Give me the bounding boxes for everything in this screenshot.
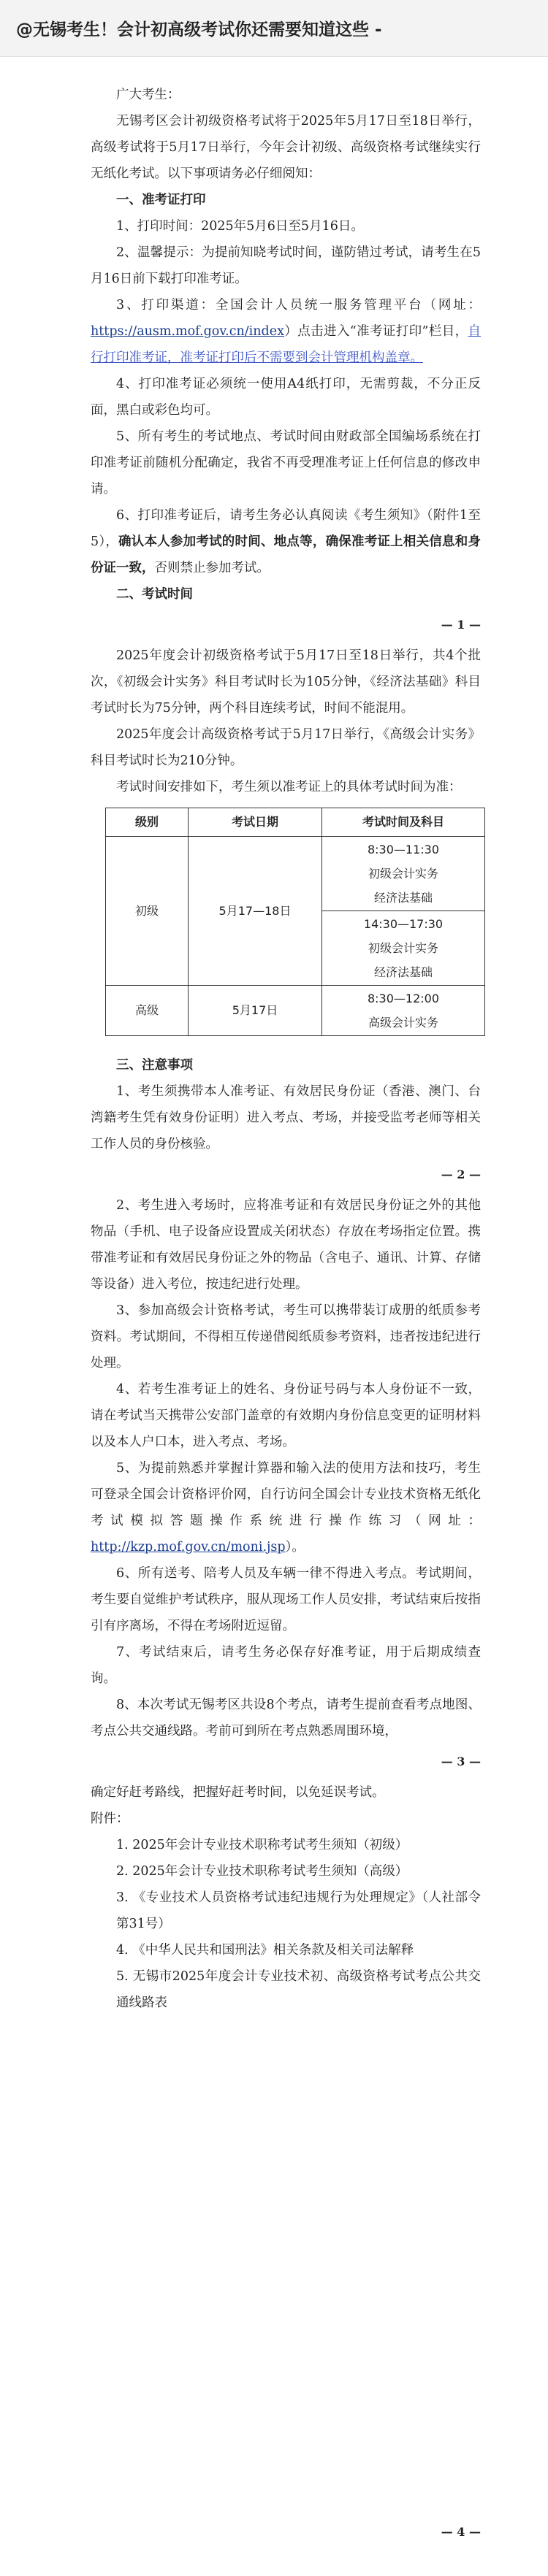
slot-time: 8:30—12:00 [367, 992, 440, 1005]
cell-slot [322, 911, 485, 986]
sec3-p5-tail: ）。 [285, 1540, 305, 1555]
sec3-p5-text: 5、为提前熟悉并掌握计算器和输入法的使用方法和技巧，考生可登录全国会计资格评价网，自行访问全国会计专业技术资格无纸化考试模拟答题操作系统进行操作练习（网址： [91, 1461, 481, 1528]
sec1-item-3-tail: ）点击进入“准考证打印”栏目， [283, 324, 468, 339]
slot-subject: 高级会计实务 [368, 1016, 438, 1030]
sec3-paragraph-8: 8、本次考试无锡考区共设8个考点，请考生提前查看考点地图、考点公共交通线路。考前可到所在考点熟悉周围环境， [91, 1698, 481, 1739]
cell-date-junior: 5月17—18日 [189, 837, 322, 986]
sec1-item-6-bold: 确认本人参加考试的时间、地点等，确保准考证上相关信息和身份证一致， [91, 534, 481, 575]
section-2-title: 二、考试时间 [116, 587, 193, 602]
sec1-item-1: 1、打印时间：2025年5月6日至5月16日。 [116, 219, 364, 234]
page-number-2: — 2 — [441, 1168, 481, 1181]
attachment-item: 2. 2025年会计专业技术职称考试考生须知（高级） [116, 1864, 408, 1879]
section-1-title: 一、准考证打印 [116, 193, 206, 207]
sec3-paragraph-1: 1、考生须携带本人准考证、有效居民身份证（香港、澳门、台湾籍考生凭有效身份证明）进入考点、考场，并接受监考老师等相关工作人员的身份核验。 [91, 1084, 481, 1151]
sec1-item-4: 4、打印准考证必须统一使用A4纸打印，无需剪裁，不分正反面，黑白或彩色均可。 [91, 377, 481, 418]
attachment-item: 3. 《专业技术人员资格考试违纪违规行为处理规定》（人社部令第31号） [116, 1890, 481, 1931]
document-body [0, 57, 548, 2576]
attachment-item: 5. 无锡市2025年度会计专业技术初、高级资格考试考点公共交通线路表 [116, 1969, 481, 2010]
sec2-paragraph-1: 2025年度会计初级资格考试于5月17日至18日举行，共4个批次，《初级会计实务》科目考试时长为105分钟，《经济法基础》科目考试时长为75分钟，两个科目连续考试，时间不能混用。 [91, 648, 481, 716]
header-level: 级别 [106, 808, 189, 837]
section-3-title: 三、注意事项 [116, 1058, 193, 1073]
header-time: 考试时间及科目 [322, 808, 485, 837]
slot-time: 8:30—11:30 [367, 843, 440, 856]
document-page [0, 57, 548, 2016]
intro-paragraph: 无锡考区会计初级资格考试将于2025年5月17日至18日举行，高级考试将于5月17日举行，今年会计初级、高级资格考试继续实行无纸化考试。以下事项请务必仔细阅知： [91, 114, 481, 181]
sec3-paragraph-5 [91, 1455, 481, 1560]
sec3-paragraph-7: 7、考试结束后，请考生务必保存好准考证，用于后期成绩查询。 [91, 1645, 481, 1686]
cell-slot [322, 986, 485, 1036]
sec1-item-3 [91, 292, 481, 371]
page-number-4: — 4 — [441, 2525, 481, 2539]
slot-subject: 经济法基础 [373, 965, 433, 979]
sec2-paragraph-2: 2025年度会计高级资格考试于5月17日举行，《高级会计实务》科目考试时长为210分钟。 [91, 727, 481, 768]
attachments-heading: 附件： [91, 1812, 129, 1826]
table-header-row [106, 808, 485, 837]
sec3-paragraph-2: 2、考生进入考场时，应将准考证和有效居民身份证之外的其他物品（手机、电子设备应设置成关闭状态）存放在考场指定位置。携带准考证和有效居民身份证之外的物品（含电子、通讯、计算、存储等设备）进入考位，按违纪进行处理。 [91, 1198, 481, 1292]
sec1-item-5: 5、所有考生的考试地点、考试时间由财政部全国编场系统在打印准考证前随机分配确定，我省不再受理准考证上任何信息的修改申请。 [91, 429, 481, 497]
ausm-link[interactable]: https://ausm.mof.gov.cn/index [91, 324, 284, 339]
slot-subject: 初级会计实务 [368, 941, 438, 955]
salutation: 广大考生： [116, 88, 180, 102]
sec1-item-2: 2、温馨提示：为提前知晓考试时间，谨防错过考试，请考生在5月16日前下载打印准考证。 [91, 245, 481, 286]
cell-date-senior: 5月17日 [189, 986, 322, 1036]
slot-subject: 经济法基础 [373, 891, 433, 905]
sec1-item-6-text: 6、打印准考证后，请考生务必认真阅读《考生须知》（附件1至5）， [91, 508, 481, 549]
cell-slot [322, 837, 485, 911]
attachment-item: 4. 《中华人民共和国刑法》相关条款及相关司法解释 [116, 1943, 414, 1958]
sec1-item-3-highlight: 自行打印准考证，准考证打印后不需要到会计管理机构盖章。 [91, 324, 481, 365]
page-number-3: — 3 — [441, 1755, 481, 1768]
sec1-item-3-text: 3、打印渠道：全国会计人员统一服务管理平台（网址： [116, 298, 481, 313]
moni-link[interactable]: http://kzp.mof.gov.cn/moni.jsp [91, 1540, 286, 1555]
article-title: @无锡考生！会计初高级考试你还需要知道这些 - [16, 20, 382, 39]
header-date: 考试日期 [189, 808, 322, 837]
article-header [0, 0, 548, 57]
sec3-paragraph-8-cont: 确定好赶考路线，把握好赶考时间，以免延误考试。 [91, 1785, 385, 1800]
slot-subject: 初级会计实务 [368, 867, 438, 881]
sec3-paragraph-4: 4、若考生准考证上的姓名、身份证号码与本人身份证不一致，请在考试当天携带公安部门盖章的有效期内身份信息变更的证明材料以及本人户口本，进入考点、考场。 [91, 1382, 481, 1449]
cell-level-junior: 初级 [106, 837, 189, 986]
sec3-paragraph-3: 3、参加高级会计资格考试，考生可以携带装订成册的纸质参考资料。考试期间，不得相互传递借阅纸质参考资料，违者按违纪进行处理。 [91, 1303, 481, 1371]
table-row [106, 837, 485, 911]
page-number-1: — 1 — [441, 618, 481, 632]
attachments-list [91, 1832, 481, 2016]
slot-time: 14:30—17:30 [363, 917, 444, 931]
schedule-table [105, 808, 485, 1036]
table-row [106, 986, 485, 1036]
sec1-item-6 [91, 502, 481, 581]
sec2-paragraph-3: 考试时间安排如下，考生须以准考证上的具体考试时间为准： [116, 780, 462, 794]
cell-level-senior: 高级 [106, 986, 189, 1036]
attachment-item: 1. 2025年会计专业技术职称考试考生须知（初级） [116, 1838, 408, 1852]
sec1-item-6-tail: 否则禁止参加考试。 [154, 561, 270, 575]
sec3-paragraph-6: 6、所有送考、陪考人员及车辆一律不得进入考点。考试期间，考生要自觉维护考试秩序，服从现场工作人员安排，考试结束后按指引有序离场，不得在考场附近逗留。 [91, 1566, 481, 1633]
